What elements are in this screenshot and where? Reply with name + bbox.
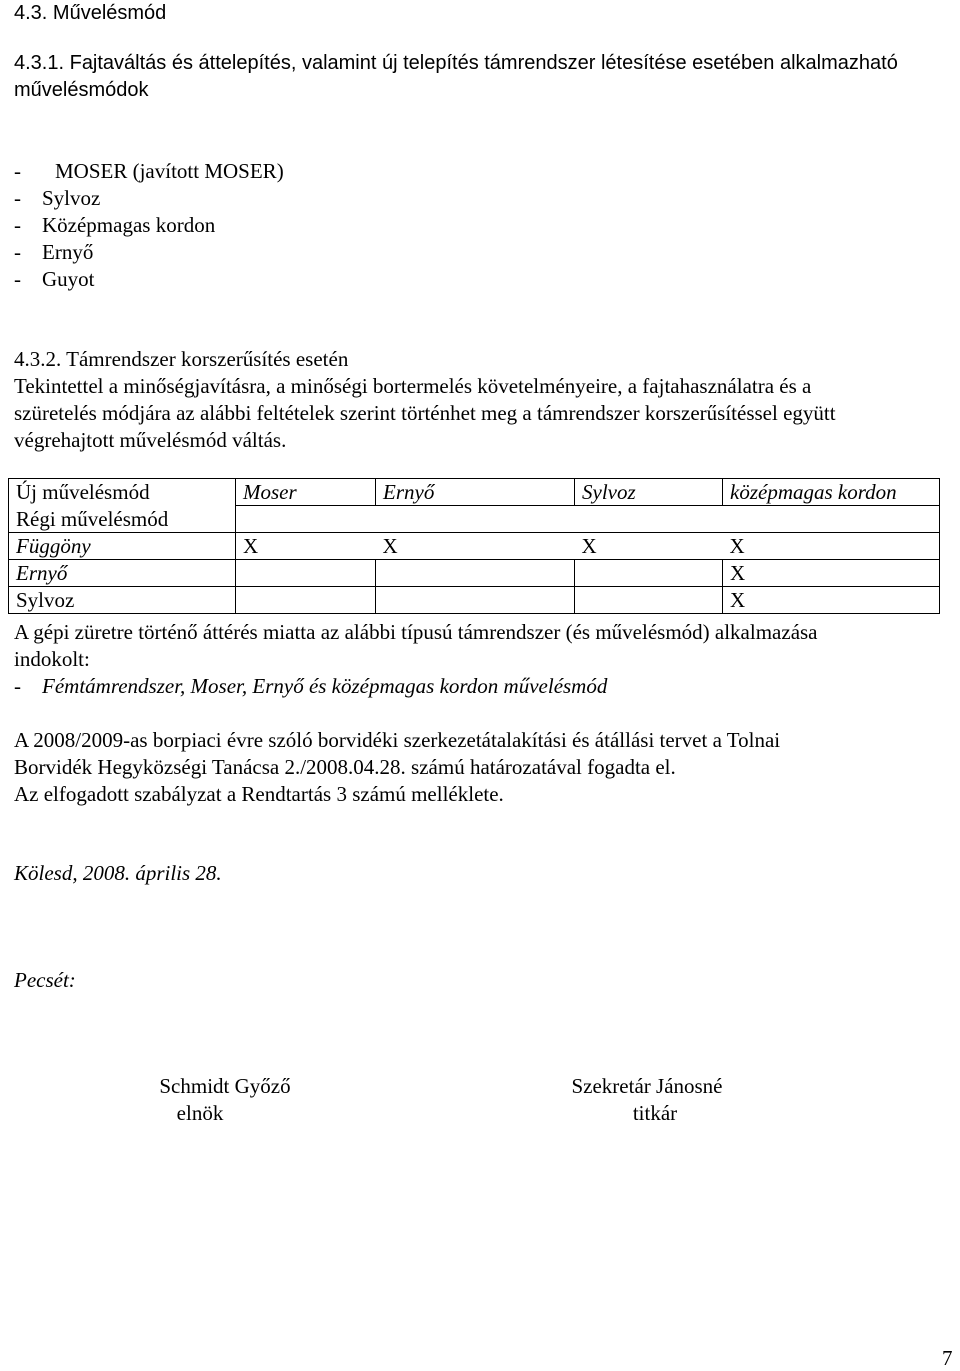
dash-bullet: - — [14, 159, 21, 183]
stamp-label: Pecsét: — [14, 968, 76, 992]
column-header: középmagas kordon — [723, 479, 940, 506]
table-cell: X — [376, 533, 575, 560]
dash-bullet: - — [14, 213, 21, 237]
table-cell: X — [723, 533, 940, 560]
signature-name: Szekretár Jánosné — [571, 1074, 723, 1098]
closing-line: Az elfogadott szabályzat a Rendtartás 3 számú melléklete. — [14, 782, 504, 806]
dash-bullet: - — [14, 267, 21, 291]
table-cell: X — [236, 533, 376, 560]
table-cell — [376, 560, 575, 587]
row-label: Ernyő — [9, 560, 236, 587]
table-header-row — [9, 479, 940, 506]
table-row — [9, 533, 940, 560]
list-item: - Középmagas kordon — [14, 213, 216, 237]
section-heading: 4.3. Művelésmód — [14, 2, 167, 24]
signature-title: elnök — [176, 1101, 224, 1125]
subsection-1-line-2: művelésmódok — [14, 79, 149, 101]
place-date: Kölesd, 2008. április 28. — [14, 861, 222, 885]
table-cell: X — [723, 587, 940, 614]
dash-bullet: - — [14, 186, 21, 210]
empty-cell — [236, 506, 940, 533]
list-item: - Ernyő — [14, 240, 94, 264]
dash-bullet: - — [14, 240, 21, 264]
machine-harvest-line: indokolt: — [14, 647, 90, 671]
subsection-2-heading: 4.3.2. Támrendszer korszerűsítés esetén — [14, 347, 349, 371]
table-cell — [236, 587, 376, 614]
conversion-table — [8, 478, 940, 614]
column-header: Moser — [236, 479, 376, 506]
table-row — [9, 560, 940, 587]
table-cell — [575, 560, 723, 587]
table-cell: X — [575, 533, 723, 560]
table-cell — [236, 560, 376, 587]
subsection-2-paragraph-line: szüretelés módjára az alábbi feltételek szerint történhet meg a támrendszer korszerűsítéssel együtt — [14, 401, 836, 425]
closing-line: Borvidék Hegyközségi Tanácsa 2./2008.04.28. számú határozatával fogadta el. — [14, 755, 676, 779]
dash-bullet: - — [14, 674, 21, 698]
table-subheader-row — [9, 506, 940, 533]
header-old-method: Régi művelésmód — [9, 506, 236, 533]
column-header: Ernyő — [376, 479, 575, 506]
signature-title: titkár — [632, 1101, 678, 1125]
subsection-1-line-1: 4.3.1. Fajtaváltás és áttelepítés, valamint új telepítés támrendszer létesítése esetében alkalmazható — [14, 52, 898, 74]
machine-harvest-line: A gépi züretre történő áttérés miatta az alábbi típusú támrendszer (és művelésmód) alkalmazása — [14, 620, 818, 644]
list-item: - MOSER (javított MOSER) — [14, 159, 284, 183]
table-cell — [376, 587, 575, 614]
subsection-2-paragraph-line: végrehajtott művelésmód váltás. — [14, 428, 287, 452]
row-label: Függöny — [9, 533, 236, 560]
row-label: Sylvoz — [9, 587, 236, 614]
list-item: - Guyot — [14, 267, 95, 291]
signature-name: Schmidt Győző — [159, 1074, 291, 1098]
closing-line: A 2008/2009-as borpiaci évre szóló borvidéki szerkezetátalakítási és átállási tervet a Tolnai — [14, 728, 781, 752]
table-cell: X — [723, 560, 940, 587]
list-item: - Fémtámrendszer, Moser, Ernyő és középmagas kordon művelésmód — [14, 674, 608, 698]
list-item: - Sylvoz — [14, 186, 101, 210]
table-cell — [575, 587, 723, 614]
page-number: 7 — [942, 1346, 953, 1370]
header-new-method: Új művelésmód — [9, 479, 236, 506]
column-header: Sylvoz — [575, 479, 723, 506]
subsection-2-paragraph-line: Tekintettel a minőségjavításra, a minőségi bortermelés követelményeire, a fajtahasználatra és a — [14, 374, 812, 398]
table-row — [9, 587, 940, 614]
